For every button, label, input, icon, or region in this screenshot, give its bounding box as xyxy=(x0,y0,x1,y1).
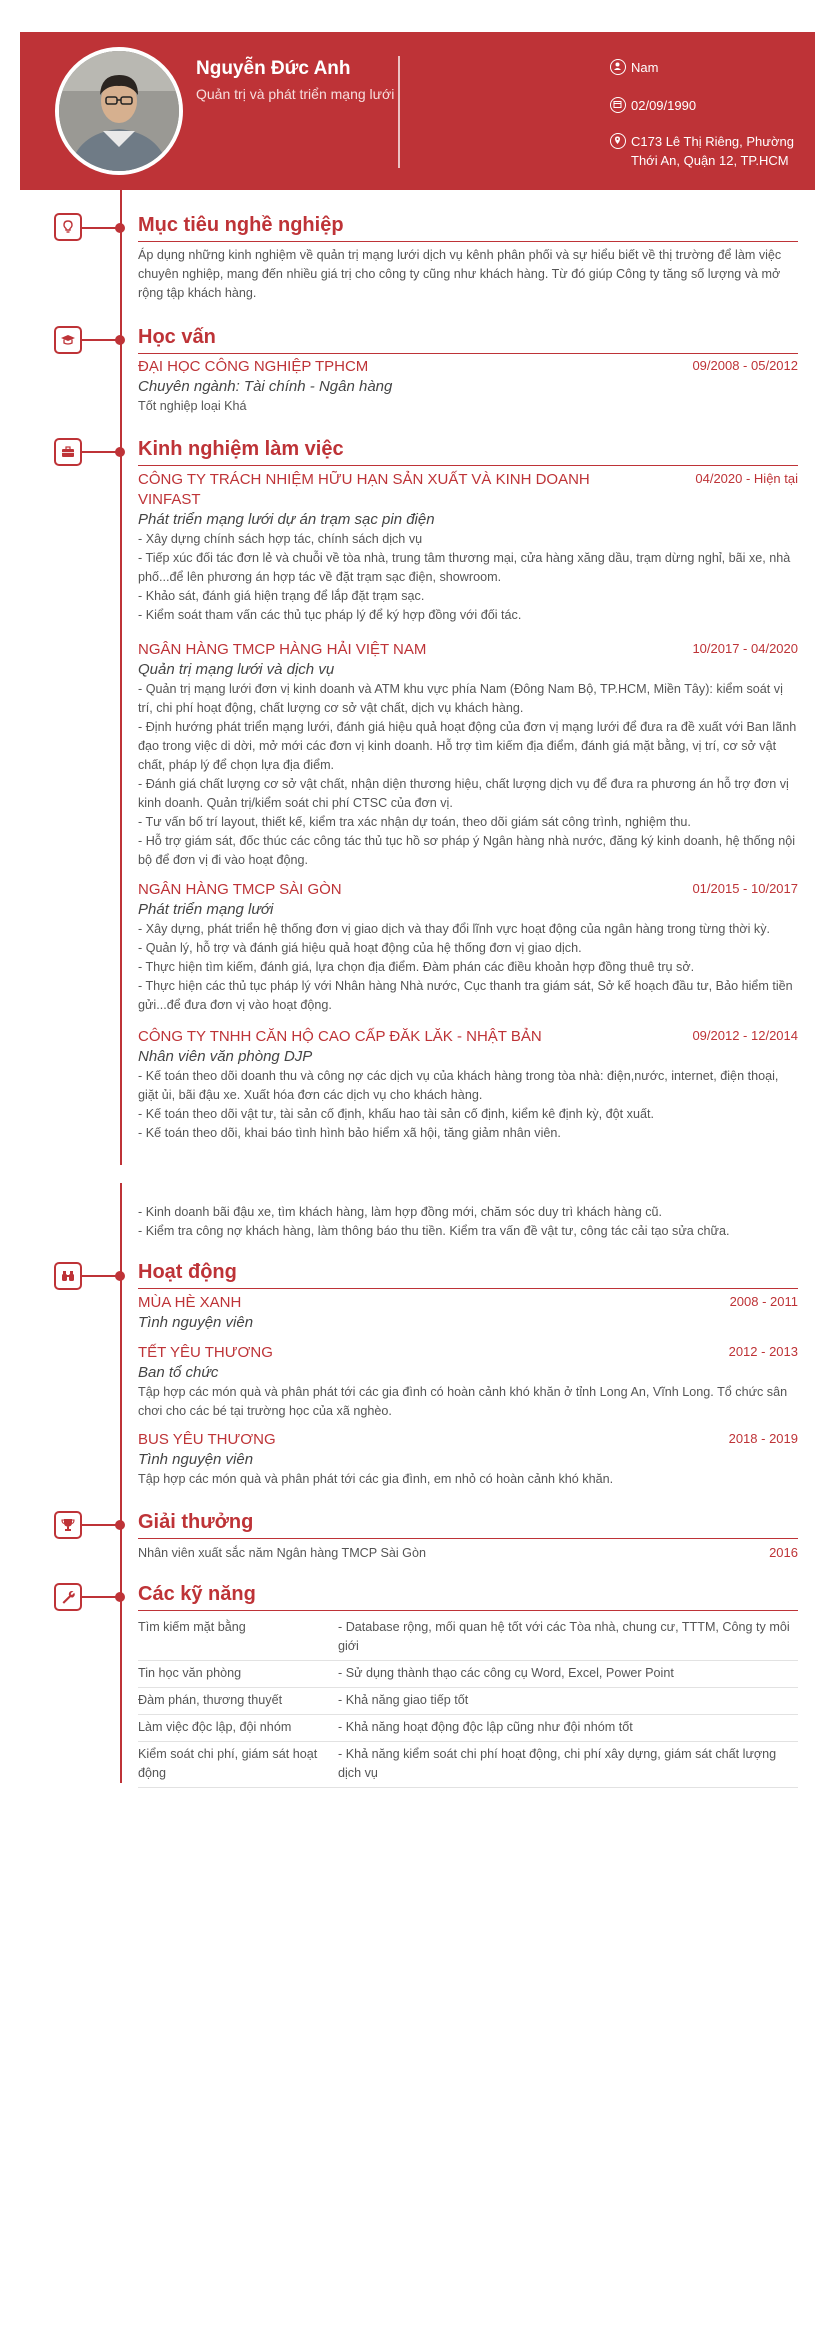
birthday-text: 02/09/1990 xyxy=(631,98,697,113)
job-date: 10/2017 - 04/2020 xyxy=(692,641,798,656)
skill-row xyxy=(138,1661,798,1688)
job-date: 01/2015 - 10/2017 xyxy=(692,881,798,896)
award-entry xyxy=(138,1544,798,1564)
user-icon xyxy=(610,59,626,75)
section-title-education: Học vấn xyxy=(138,326,798,354)
job-position: Nhân viên văn phòng DJP xyxy=(138,1048,313,1065)
activity-name: MÙA HÈ XANH xyxy=(138,1294,242,1311)
job-date: 04/2020 - Hiện tại xyxy=(695,471,798,486)
skill-name: Kiểm soát chi phí, giám sát hoạt động xyxy=(138,1747,318,1780)
experience-icon-box xyxy=(54,438,82,466)
activity-description: Tập hợp các món quà và phân phát tới các gia đình có hoàn cảnh khó khăn ở tỉnh Long An, Vĩnh Long. Tổ chức sân chơi cho các bé tại trường học của xã nghèo. xyxy=(138,1385,788,1418)
graduation-cap-icon xyxy=(60,332,76,348)
timeline-connector xyxy=(82,339,116,341)
awards-icon-box xyxy=(54,1511,82,1539)
activity-name: BUS YÊU THƯƠNG xyxy=(138,1431,276,1448)
address-text: C173 Lê Thị Riêng, Phường Thới An, Quận 12, TP.HCM xyxy=(631,134,794,168)
location-pin-icon xyxy=(610,133,626,149)
company-name: NGÂN HÀNG TMCP SÀI GÒN xyxy=(138,881,342,898)
activity-date: 2008 - 2011 xyxy=(729,1294,798,1309)
job-position: Phát triển mạng lưới dự án trạm sạc pin điện xyxy=(138,511,435,528)
skill-name: Làm việc độc lập, đội nhóm xyxy=(138,1720,292,1734)
job-entry xyxy=(138,880,798,1015)
timeline-connector xyxy=(82,451,116,453)
objective-text: Áp dụng những kinh nghiệm về quản trị mạng lưới dịch vụ kênh phân phối và sự hiểu biết về thị trường để làm việc chuyên nghiệp, mang đến nhiều giá trị cho công ty cũng như khách hàng. Từ đó giúp Công ty tăng số lượng và mở rộng tập khách hàng. xyxy=(138,248,782,300)
activity-name: TẾT YÊU THƯƠNG xyxy=(138,1344,273,1361)
activity-entry xyxy=(138,1343,798,1421)
skills-icon-box xyxy=(54,1583,82,1611)
job-description: - Kế toán theo dõi doanh thu và công nợ các dịch vụ của khách hàng trong tòa nhà: điện,nước, internet, điện thoại, giặt ủi, bãi đậu xe. Xuất hóa đơn các dịch vụ cho khách hàng. - Kế toán theo dõi vật tư, tài sản cố định, khấu hao tài sản cố định, kiểm kê định kỳ, đột xuất. - Kế toán theo dõi, khai báo tình hình bảo hiểm xã hội, tăng giảm nhân viên. xyxy=(138,1069,779,1140)
timeline-dot xyxy=(115,1592,125,1602)
skill-row xyxy=(138,1688,798,1715)
award-date: 2016 xyxy=(769,1545,798,1560)
skill-name: Tìm kiếm mặt bằng xyxy=(138,1620,246,1634)
job-description: - Quản trị mạng lưới đơn vị kinh doanh và ATM khu vực phía Nam (Đông Nam Bộ, TP.HCM, Miền Tây): kiểm soát vị trí, chi phí hoạt động, chất lượng cơ sở vật chất, dịch vụ khách hàng. - Định hướng phát triển mạng lưới, đánh giá hiệu quả hoạt động của đơn vị mạng lưới để đưa ra đề xuất với Ban lãnh đạo trong việc di dời, mở mới các đơn vị kinh doanh. Hỗ trợ tìm kiếm địa điểm, đánh giá mặt bằng, vị trí, cơ sở vật chất, pháp lý để chọn lựa địa điểm. - Đánh giá chất lượng cơ sở vật chất, nhận diện thương hiệu, chất lượng dịch vụ để đưa ra phương án hỗ trợ đơn vị kinh doanh. Quản trị/kiểm soát chi phí CTSC của đơn vị. - Tư vấn bố trí layout, thiết kế, kiểm tra xác nhận dự toán, theo dõi giám sát công trình, nghiệm thu. - Hỗ trợ giám sát, đốc thúc các công tác thủ tục hồ sơ pháp ý Ngân hàng nhà nước, đăng ký kinh doanh, hệ thống nội bộ để đơn vị đi vào hoạt động. xyxy=(138,682,797,867)
timeline-dot xyxy=(115,447,125,457)
activity-date: 2012 - 2013 xyxy=(728,1344,798,1359)
job-position: Phát triển mạng lưới xyxy=(138,901,274,918)
timeline-connector xyxy=(82,1596,116,1598)
timeline-dot xyxy=(115,1520,125,1530)
award-text: Nhân viên xuất sắc năm Ngân hàng TMCP Sài Gòn xyxy=(138,1546,426,1560)
gender-item xyxy=(610,58,800,77)
skill-row xyxy=(138,1742,798,1788)
skill-row xyxy=(138,1615,798,1661)
calendar-icon xyxy=(610,97,626,113)
activity-entry xyxy=(138,1430,798,1489)
timeline-connector xyxy=(82,227,116,229)
candidate-role: Quản trị và phát triển mạng lưới xyxy=(196,86,395,102)
objective-icon-box xyxy=(54,213,82,241)
section-title-activities: Hoạt động xyxy=(138,1261,798,1289)
education-date: 09/2008 - 05/2012 xyxy=(692,358,798,373)
birthday-item xyxy=(610,96,800,115)
timeline-connector xyxy=(82,1524,116,1526)
company-name: CÔNG TY TNHH CĂN HỘ CAO CẤP ĐĂK LĂK - NHẬT BẢN xyxy=(138,1028,542,1045)
job-entry xyxy=(138,470,798,625)
school-name: ĐẠI HỌC CÔNG NGHIỆP TPHCM xyxy=(138,358,369,375)
section-title-skills: Các kỹ năng xyxy=(138,1583,798,1611)
avatar xyxy=(55,47,183,175)
candidate-name: Nguyễn Đức Anh xyxy=(196,58,351,79)
address-item xyxy=(610,132,800,170)
timeline-connector xyxy=(82,1275,116,1277)
cv-page-2 xyxy=(20,1183,815,2313)
job-position: Quản trị mạng lưới và dịch vụ xyxy=(138,661,335,678)
section-title-experience: Kinh nghiệm làm việc xyxy=(138,438,798,466)
job-entry xyxy=(138,640,798,870)
company-name: NGÂN HÀNG TMCP HÀNG HẢI VIỆT NAM xyxy=(138,641,427,658)
activity-entry xyxy=(138,1293,798,1333)
header-divider xyxy=(398,56,400,168)
profile-header xyxy=(20,32,815,190)
cv-page-1 xyxy=(20,32,815,1165)
section-title-awards: Giải thưởng xyxy=(138,1511,798,1539)
job-description-continued: - Kinh doanh bãi đậu xe, tìm khách hàng, làm hợp đồng mới, chăm sóc duy trì khách hàng cũ. - Kiểm tra công nợ khách hàng, làm thông báo thu tiền. Kiểm tra vấn đề vật tư, công tác cải tạo sửa chữa. xyxy=(138,1205,730,1238)
activity-role: Ban tổ chức xyxy=(138,1364,219,1381)
lightbulb-icon xyxy=(60,219,76,235)
timeline-dot xyxy=(115,1271,125,1281)
activity-role: Tình nguyện viên xyxy=(138,1451,254,1468)
skills-table xyxy=(138,1615,798,1788)
wrench-icon xyxy=(60,1589,76,1605)
skill-description: - Sử dụng thành thạo các công cụ Word, Excel, Power Point xyxy=(338,1666,674,1680)
binoculars-icon xyxy=(60,1268,76,1284)
company-name: CÔNG TY TRÁCH NHIỆM HỮU HẠN SẢN XUẤT VÀ KINH DOANH VINFAST xyxy=(138,471,590,508)
education-icon-box xyxy=(54,326,82,354)
section-title-objective: Mục tiêu nghề nghiệp xyxy=(138,214,798,242)
activity-role: Tình nguyện viên xyxy=(138,1314,254,1331)
avatar-photo xyxy=(59,51,179,171)
skill-description: - Khả năng kiểm soát chi phí hoạt động, chi phí xây dựng, giám sát chất lượng dịch vụ xyxy=(338,1747,777,1780)
timeline-dot xyxy=(115,223,125,233)
skill-name: Tin học văn phòng xyxy=(138,1666,242,1680)
trophy-icon xyxy=(60,1517,76,1533)
job-description: - Xây dựng chính sách hợp tác, chính sách dịch vụ - Tiếp xúc đối tác đơn lẻ và chuỗi về tòa nhà, trung tâm thương mại, cửa hàng xăng dầu, trạm dừng nghỉ, bãi xe, nhà phố...để lên phương án hợp tác về đặt trạm sạc điện, showroom. - Khảo sát, đánh giá hiện trạng để lắp đặt trạm sạc. - Kiểm soát tham vấn các thủ tục pháp lý để ký hợp đồng với đối tác. xyxy=(138,532,791,622)
activity-date: 2018 - 2019 xyxy=(728,1431,798,1446)
skill-description: - Database rộng, mối quan hệ tốt với các Tòa nhà, chung cư, TTTM, Công ty môi giới xyxy=(338,1620,790,1653)
skill-description: - Khả năng hoạt động độc lập cũng như đội nhóm tốt xyxy=(338,1720,633,1734)
timeline-dot xyxy=(115,335,125,345)
activity-description: Tập hợp các món quà và phân phát tới các gia đình, em nhỏ có hoàn cảnh khó khăn. xyxy=(138,1472,614,1486)
skill-row xyxy=(138,1715,798,1742)
job-entry xyxy=(138,1027,798,1143)
skill-description: - Khả năng giao tiếp tốt xyxy=(338,1693,469,1707)
gender-text: Nam xyxy=(631,60,659,75)
job-description: - Xây dựng, phát triển hệ thống đơn vị giao dịch và thay đổi lĩnh vực hoạt động của ngân hàng trong từng thời kỳ. - Quản lý, hỗ trợ và đánh giá hiệu quả hoạt động của hệ thống đơn vị giao dịch. - Thực hiện tìm kiếm, đánh giá, lựa chọn địa điểm. Đàm phán các điều khoản hợp đồng thuê trụ sở. - Thực hiện các thủ tục pháp lý với Nhân hàng Nhà nước, Cục thanh tra giám sát, Sở kế hoạch đầu tư, Bảo hiểm tiền gửi...để đưa đơn vị vào hoạt động. xyxy=(138,922,793,1012)
activities-icon-box xyxy=(54,1262,82,1290)
education-entry xyxy=(138,357,798,416)
skill-name: Đàm phán, thương thuyết xyxy=(138,1693,283,1707)
education-note: Tốt nghiệp loại Khá xyxy=(138,399,247,413)
education-major: Chuyên ngành: Tài chính - Ngân hàng xyxy=(138,378,393,395)
job-date: 09/2012 - 12/2014 xyxy=(692,1028,798,1043)
briefcase-icon xyxy=(60,444,76,460)
